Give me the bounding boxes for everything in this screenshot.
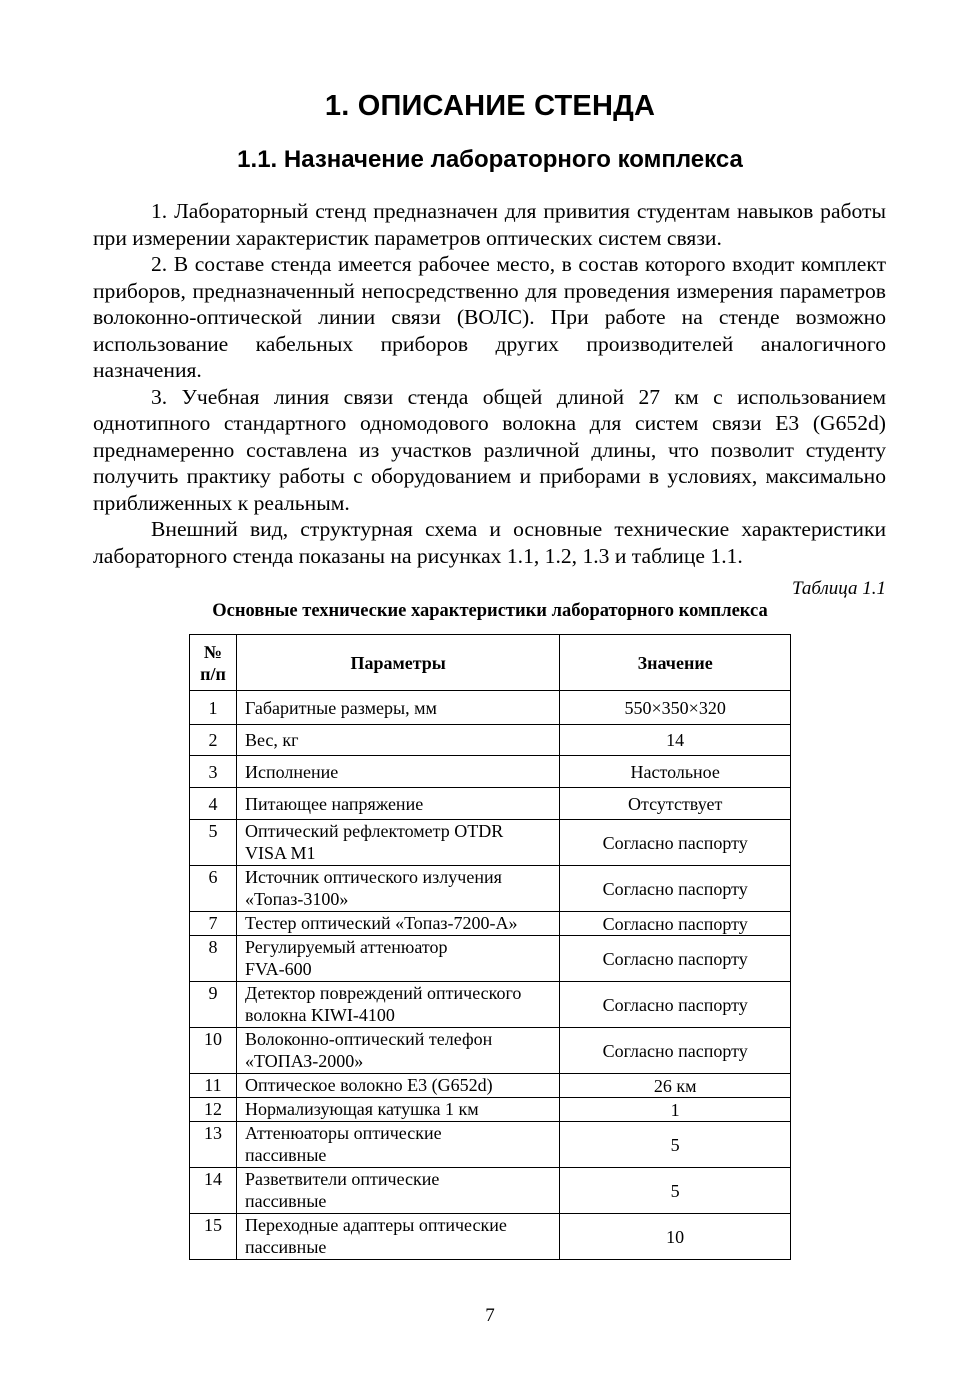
table-row: 11 Оптическое волокно E3 (G652d) 26 км (190, 1074, 791, 1098)
section-heading: 1.1. Назначение лабораторного комплекса (237, 146, 743, 173)
table-row: 6 Источник оптического излучения «Топаз-3100» Согласно паспорту (190, 866, 791, 912)
page-heading: 1. ОПИСАНИЕ СТЕНДА (324, 90, 656, 122)
header-value: Значение (560, 635, 791, 691)
table-row: 8 Регулируемый аттенюатор FVA-600 Согласно паспорту (190, 936, 791, 982)
table-row: 7 Тестер оптический «Топаз-7200-А» Согласно паспорту (190, 912, 791, 936)
table-row: 13 Аттенюаторы оптические пассивные 5 (190, 1122, 791, 1168)
header-number: № п/п (190, 635, 237, 691)
paragraph-2: 2. В составе стенда имеется рабочее место, в состав которого входит комплект приборов, предназначенный непосредственно для проведения измерения параметров волоконно-оптической линии связи (ВОЛС). При работе на стенде возможно использование кабельных приборов других производителей аналогичного назначения. (93, 252, 886, 382)
page-number: 7 (485, 1305, 495, 1326)
paragraph-1: 1. Лабораторный стенд предназначен для привития студентам навыков работы при измерении характеристик параметров оптических систем связи. (93, 199, 886, 250)
table-row: 10 Волоконно-оптический телефон «ТОПАЗ-2000» Согласно паспорту (190, 1028, 791, 1074)
table-row: 14 Разветвители оптические пассивные 5 (190, 1168, 791, 1214)
table-label: Таблица 1.1 (792, 578, 886, 599)
paragraph-3: 3. Учебная линия связи стенда общей длиной 27 км с использованием однотипного стандартного одномодового волокна для систем связи E3 (G652d) преднамеренно составлена из участков различной длины, что позволит студенту получить практику работы с оборудованием и приборами в условиях, максимально приближенных к реальным. (93, 384, 886, 515)
header-parameters: Параметры (236, 635, 559, 691)
table-row: 12 Нормализующая катушка 1 км 1 (190, 1098, 791, 1122)
specifications-table (189, 634, 791, 1260)
table-row: 15 Переходные адаптеры оптические пассивные 10 (190, 1214, 791, 1260)
paragraph-4: Внешний вид, структурная схема и основные технические характеристики лабораторного стенда показаны на рисунках 1.1, 1.2, 1.3 и таблице 1.1. (93, 517, 886, 568)
table-row: 4 Питающее напряжение Отсутствует (190, 788, 791, 820)
table-row: 9 Детектор повреждений оптического волокна KIWI-4100 Согласно паспорту (190, 982, 791, 1028)
table-row: 2 Вес, кг 14 (190, 725, 791, 756)
body-text (93, 198, 886, 569)
table-header-row (190, 635, 791, 691)
table-row: 3 Исполнение Настольное (190, 756, 791, 788)
table-title: Основные технические характеристики лабораторного комплекса (212, 601, 768, 621)
table-row: 5 Оптический рефлектометр OTDR VISA M1 Согласно паспорту (190, 820, 791, 866)
table-row: 1 Габаритные размеры, мм 550×350×320 (190, 691, 791, 725)
